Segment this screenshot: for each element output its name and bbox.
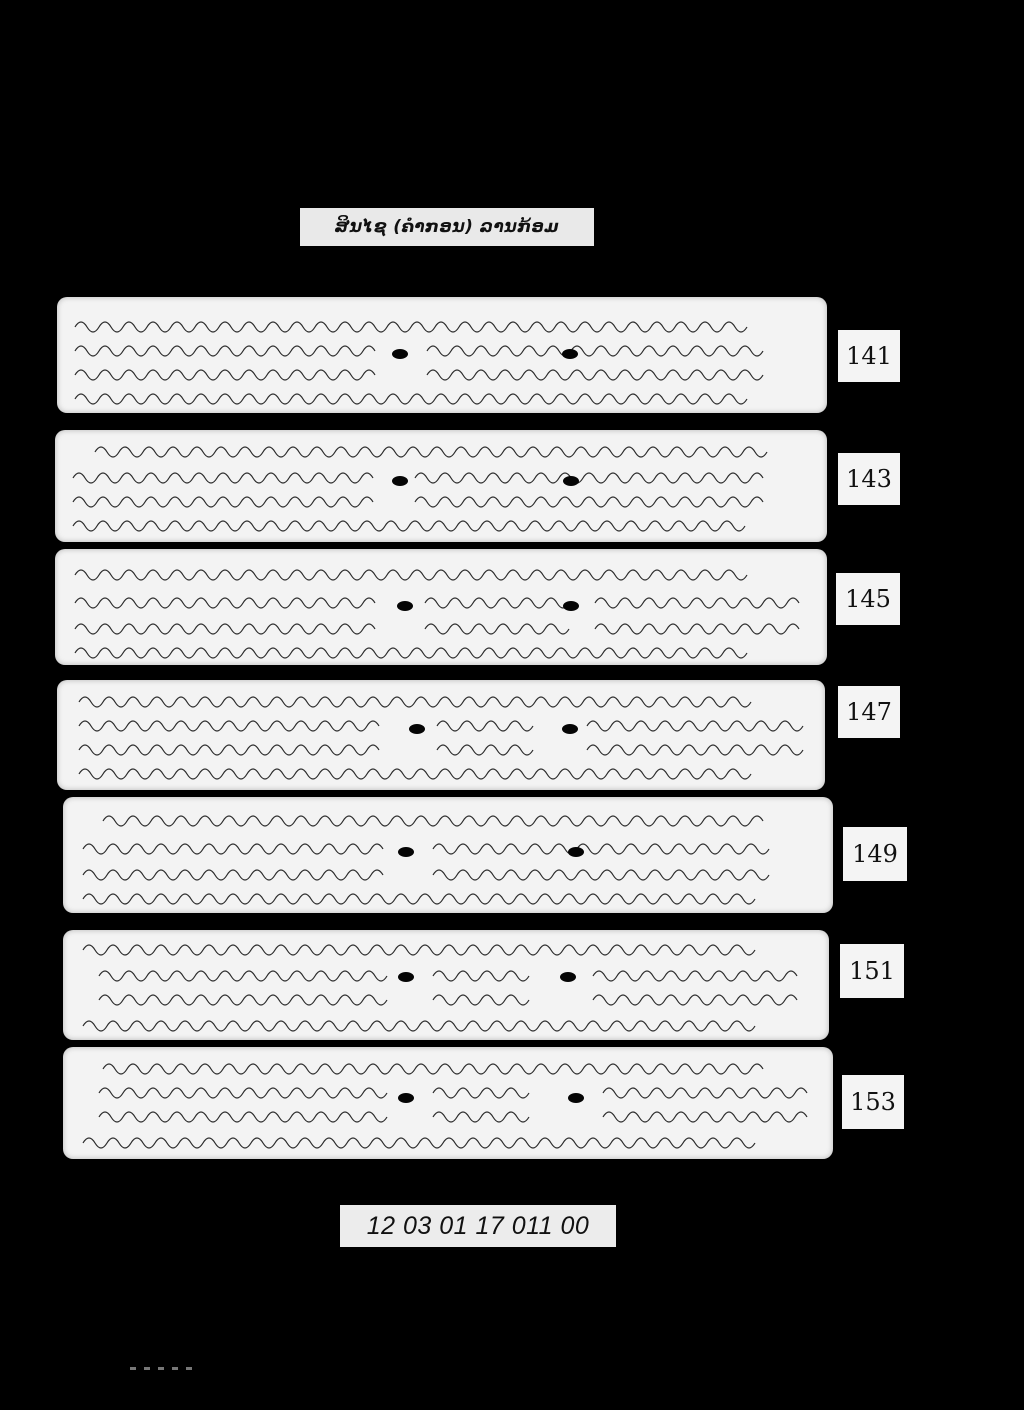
string-hole-right [562, 349, 578, 359]
string-hole-right [560, 972, 576, 982]
scan-artifact [130, 1355, 215, 1359]
folio-number: 149 [843, 827, 907, 881]
string-hole-left [398, 972, 414, 982]
string-hole-left [397, 601, 413, 611]
palm-leaf-6 [63, 930, 829, 1040]
palm-leaf-4 [57, 680, 825, 790]
string-hole-left [398, 1093, 414, 1103]
palm-leaf-5 [63, 797, 833, 913]
manuscript-title-label: ສິນໄຊ (ຄຳກອນ) ລານກ້ອມ [300, 208, 594, 246]
handwritten-script-lines [55, 549, 827, 665]
string-hole-left [398, 847, 414, 857]
palm-leaf-2 [55, 430, 827, 542]
string-hole-right [563, 601, 579, 611]
palm-leaf-1 [57, 297, 827, 413]
folio-number: 151 [840, 944, 904, 998]
string-hole-right [568, 847, 584, 857]
handwritten-script-lines [57, 297, 827, 413]
handwritten-script-lines [63, 797, 833, 913]
string-hole-right [568, 1093, 584, 1103]
folio-number: 143 [838, 453, 900, 505]
handwritten-script-lines [55, 430, 827, 542]
string-hole-left [392, 476, 408, 486]
string-hole-left [409, 724, 425, 734]
folio-number: 153 [842, 1075, 904, 1129]
string-hole-right [562, 724, 578, 734]
catalog-number-label: 12 03 01 17 011 00 [340, 1205, 616, 1247]
handwritten-script-lines [63, 1047, 833, 1159]
handwritten-script-lines [63, 930, 829, 1040]
string-hole-left [392, 349, 408, 359]
palm-leaf-3 [55, 549, 827, 665]
folio-number: 147 [838, 686, 900, 738]
string-hole-right [563, 476, 579, 486]
palm-leaf-7 [63, 1047, 833, 1159]
folio-number: 141 [838, 330, 900, 382]
handwritten-script-lines [57, 680, 825, 790]
folio-number: 145 [836, 573, 900, 625]
